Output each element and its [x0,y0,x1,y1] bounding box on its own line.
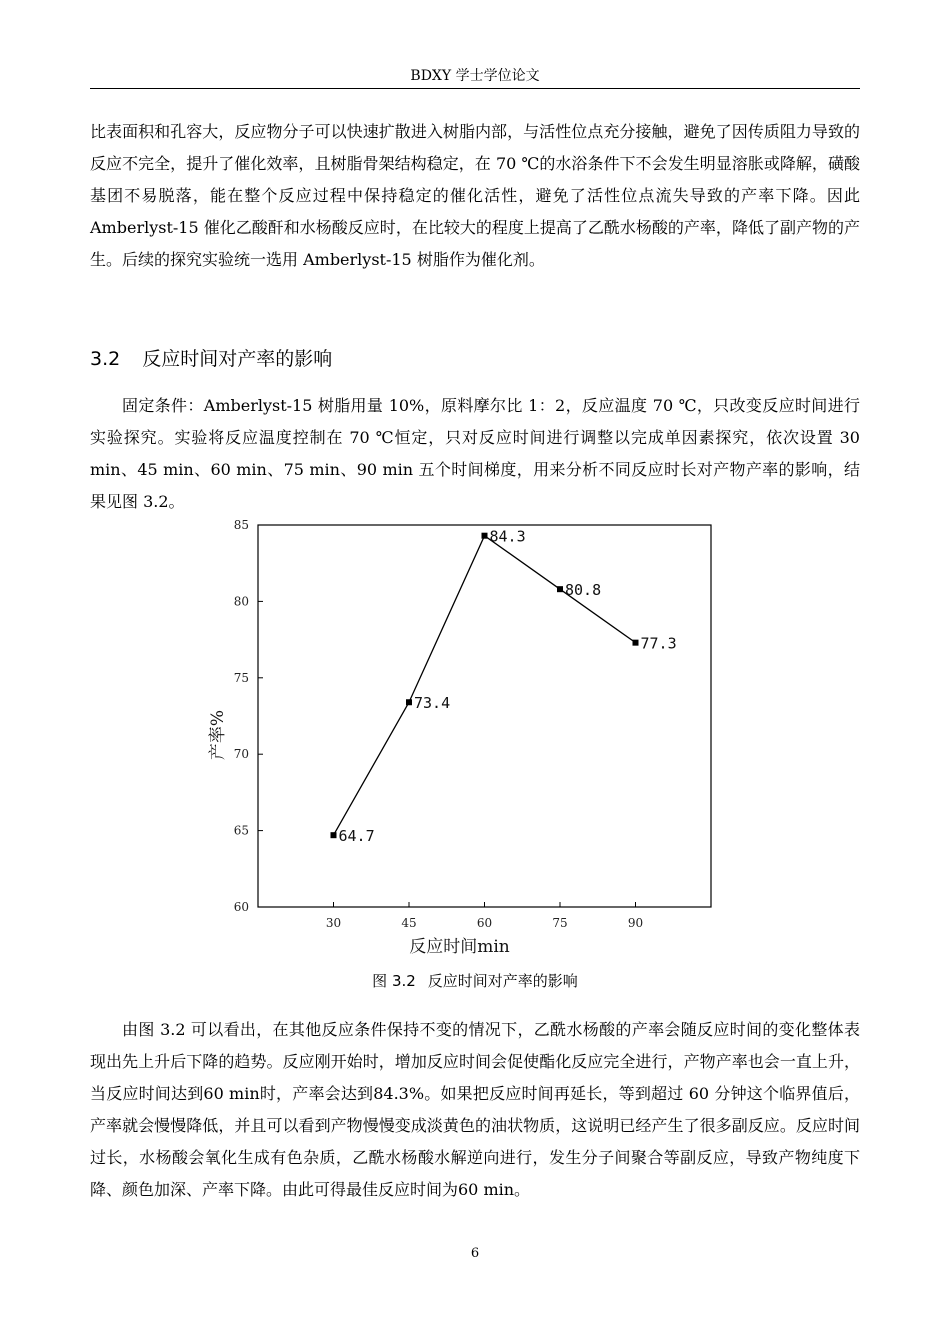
x-axis-title: 反应时间min [409,937,510,957]
yield-time-chart [195,515,725,965]
data-label: 73.4 [414,694,451,713]
data-point [633,640,639,646]
data-point [557,586,563,592]
data-point [331,832,337,838]
x-tick-label: 60 [476,916,493,930]
page-header: BDXY 学士学位论文 [410,68,540,84]
y-tick-label: 75 [233,670,249,685]
header-rule [90,88,860,89]
section-title: 反应时间对产率的影响 [142,348,333,370]
y-tick-label: 60 [233,900,249,914]
data-point [406,699,412,705]
x-tick-label: 30 [325,916,342,930]
section-heading [90,344,332,374]
page-number: 6 [470,1246,480,1261]
conditions-paragraph: 固定条件：Amberlyst-15 树脂用量 10%，原料摩尔比 1：2，反应温度 70 ℃，只改变反应时间进行实验探究。实验将反应温度控制在 70 ℃恒定，只对反应时间进行调整以完成单因素探究，依次设置 30 min、45 min、60 min、75 min、90 min 五个时间梯度，用来分析不同反应时长对产物产率的影响，结果见图 3.2。 [90,396,860,511]
y-tick-label: 65 [233,823,249,838]
chart-svg [195,515,725,965]
x-tick-label: 75 [552,916,568,930]
x-tick-label: 45 [401,916,417,930]
figure-caption-text: 反应时间对产率的影响 [427,972,578,990]
y-tick-label: 70 [233,747,249,762]
figure-number: 图 3.2 [372,972,416,990]
plot-frame [258,525,711,907]
data-label: 80.8 [565,581,602,600]
x-tick-label: 90 [627,916,644,930]
data-label: 64.7 [338,827,375,846]
y-tick-label: 80 [233,594,249,609]
y-axis-title: 产率% [208,709,228,761]
intro-paragraph: 比表面积和孔容大，反应物分子可以快速扩散进入树脂内部，与活性位点充分接触，避免了因传质阻力导致的反应不完全，提升了催化效率，且树脂骨架结构稳定，在 70 ℃的水浴条件下不会发生明显溶胀或降解，磺酸基团不易脱落，能在整个反应过程中保持稳定的催化活性，避免了活性位点流失导致的产率下降。因此 Amberlyst-15 催化乙酸酐和水杨酸反应时，在比较大的程度上提高了乙酰水杨酸的产率，降低了副产物的产生。后续的探究实验统一选用 Amberlyst-15 树脂作为催化剂。 [90,122,860,269]
data-label: 84.3 [489,527,526,546]
data-point [482,533,488,539]
figure-caption [90,968,860,994]
section-number: 3.2 [90,348,121,370]
analysis-paragraph: 由图 3.2 可以看出，在其他反应条件保持不变的情况下，乙酰水杨酸的产率会随反应时间的变化整体表现出先上升后下降的趋势。反应刚开始时，增加反应时间会促使酯化反应完全进行，产物产率也会一直上升，当反应时间达到60 min时，产率会达到84.3%。如果把反应时间再延长，等到超过 60 分钟这个临界值后，产率就会慢慢降低，并且可以看到产物慢慢变成淡黄色的油状物质，这说明已经产生了很多副反应。反应时间过长，水杨酸会氧化生成有色杂质，乙酰水杨酸水解逆向进行，发生分子间聚合等副反应，导致产物纯度下降、颜色加深、产率下降。由此可得最佳反应时间为60 min。 [90,1020,860,1199]
data-label: 77.3 [640,634,677,653]
y-tick-label: 85 [233,518,249,532]
